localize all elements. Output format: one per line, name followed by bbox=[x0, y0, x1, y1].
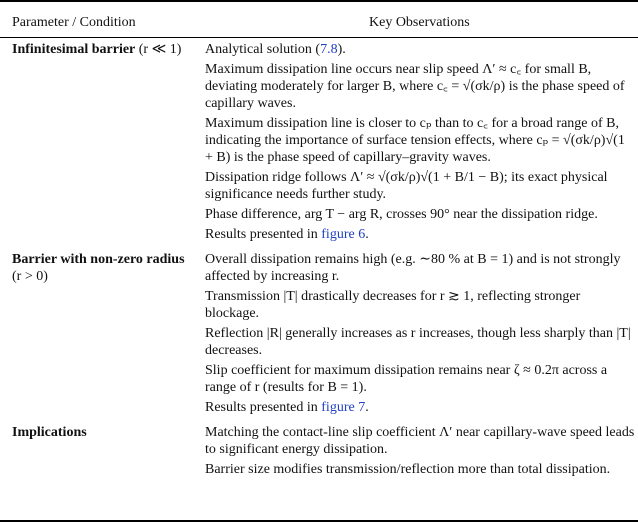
section-label bbox=[12, 251, 200, 285]
section-label-rest: (r > 0) bbox=[12, 269, 48, 284]
observation-item bbox=[205, 226, 635, 243]
observation-item: Dissipation ridge follows Λ′ ≈ √(σk/ρ)√(1 + B/1 − B); its exact physical significance needs further study. bbox=[205, 170, 608, 202]
observation-item: Phase difference, arg T − arg R, crosses 90° near the dissipation ridge. bbox=[205, 207, 598, 222]
observation-item: Matching the contact-line slip coefficient Λ′ near capillary-wave speed leads to significant energy dissipation. bbox=[205, 425, 635, 457]
observations-list bbox=[205, 41, 635, 246]
section-label-bold: Barrier with non-zero radius bbox=[12, 252, 185, 267]
observation-text: ). bbox=[337, 42, 346, 57]
observation-item: Maximum dissipation line is closer to cₚ than to c꜀ for a broad range of B, indicating the importance of surface tension effects, where cₚ = √(σk/ρ)√(1 + B) is the phase speed of capillary–gravity waves. bbox=[205, 116, 625, 165]
top-rule bbox=[0, 0, 638, 2]
section-label bbox=[12, 424, 200, 441]
header-observations: Key Observations bbox=[369, 15, 470, 30]
observation-item bbox=[205, 399, 635, 416]
observation-text: . bbox=[365, 227, 369, 242]
section-label-bold: Infinitesimal barrier bbox=[12, 42, 136, 57]
equation-link[interactable]: 7.8 bbox=[320, 42, 338, 57]
observation-item bbox=[205, 41, 635, 58]
observations-list bbox=[205, 251, 635, 419]
observation-item: Maximum dissipation line occurs near slip speed Λ′ ≈ c꜀ for small B, deviating moderately for larger B, where c꜀ = √(σk/ρ) is the phase speed of capillary waves. bbox=[205, 62, 625, 111]
observation-item: Reflection |R| generally increases as r increases, though less sharply than |T| decreases. bbox=[205, 326, 631, 358]
header-parameter: Parameter / Condition bbox=[12, 15, 136, 30]
observation-text: Results presented in bbox=[205, 227, 322, 242]
figure-link[interactable]: figure 6 bbox=[321, 227, 366, 242]
section-label-rest: (r ≪ 1) bbox=[135, 42, 182, 57]
observation-item: Overall dissipation remains high (e.g. ∼80 % at B = 1) and is not strongly affected by increasing r. bbox=[205, 252, 621, 284]
section-label-bold: Implications bbox=[12, 425, 87, 440]
observation-item: Slip coefficient for maximum dissipation remains near ζ ≈ 0.2π across a range of r (results for B = 1). bbox=[205, 363, 608, 395]
section-label bbox=[12, 41, 200, 58]
observation-item: Barrier size modifies transmission/reflection more than total dissipation. bbox=[205, 462, 611, 477]
header-rule bbox=[0, 37, 638, 38]
observation-item: Transmission |T| drastically decreases for r ≳ 1, reflecting stronger blockage. bbox=[205, 289, 581, 321]
figure-link[interactable]: figure 7 bbox=[321, 400, 366, 415]
observation-text: Results presented in bbox=[205, 400, 322, 415]
observation-text: . bbox=[365, 400, 369, 415]
observation-text: Analytical solution ( bbox=[205, 42, 321, 57]
observations-list bbox=[205, 424, 635, 481]
bottom-rule bbox=[0, 520, 638, 522]
